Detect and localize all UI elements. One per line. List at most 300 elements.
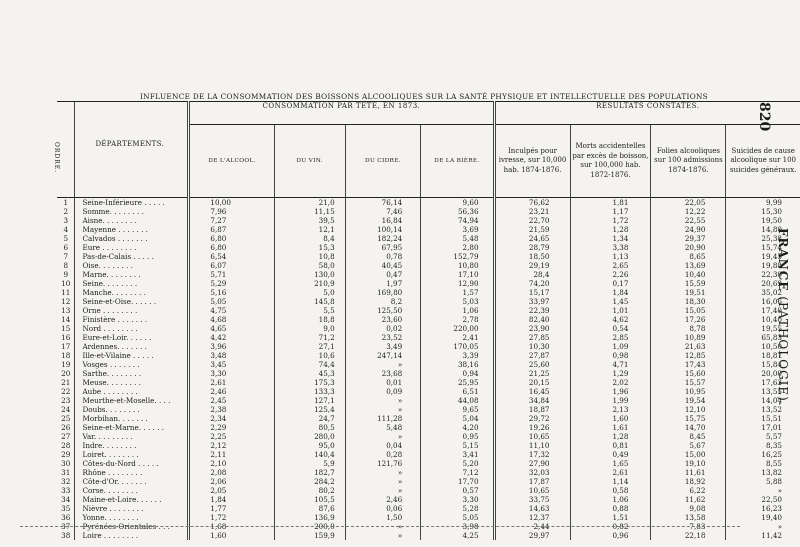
row-folies: 21,63 (651, 342, 726, 351)
row-cidre: 23,60 (345, 315, 421, 324)
row-folies: 19,54 (651, 396, 726, 405)
row-order: 25 (61, 414, 71, 423)
row-folies: 15,00 (651, 450, 726, 459)
row-order: 20 (61, 369, 71, 378)
row-cidre: 16,84 (345, 216, 421, 225)
row-suicides: 15,51 (726, 414, 800, 423)
row-vin: 200,0 (274, 522, 345, 531)
row-department: Somme. . . . . . . . (75, 207, 189, 216)
row-department: Pas-de-Calais . . . . . (75, 252, 189, 261)
row-order: 14 (61, 315, 71, 324)
header-inculpes: Inculpés pour ivresse, sur 10,000 hab. 1874-1876. (494, 125, 570, 198)
row-morts: 1,28 (570, 432, 651, 441)
row-folies: 12,85 (651, 351, 726, 360)
row-suicides: 5,88 (726, 477, 800, 486)
row-suicides: 65,83 (726, 333, 800, 342)
row-suicides: 22,50 (726, 495, 800, 504)
row-department: Maine-et-Loire. . . . . . (75, 495, 189, 504)
row-morts: 1,17 (570, 207, 651, 216)
row-morts: 0,58 (570, 486, 651, 495)
row-folies: 17,43 (651, 360, 726, 369)
row-morts: 2,61 (570, 468, 651, 477)
row-biere: 5,20 (421, 459, 494, 468)
row-morts: 1,51 (570, 513, 651, 522)
row-folies: 8,65 (651, 252, 726, 261)
row-order: 12 (61, 297, 71, 306)
row-order: 8 (63, 261, 69, 270)
row-suicides: 19,50 (726, 216, 800, 225)
row-inculpes: 33,97 (494, 297, 570, 306)
row-order: 24 (61, 405, 71, 414)
row-department: Nord . . . . . . . . (75, 324, 189, 333)
row-cidre: 3,49 (345, 342, 421, 351)
row-folies: 7,83 (651, 522, 726, 531)
row-biere: 12,90 (421, 279, 494, 288)
row-cidre: » (345, 522, 421, 531)
row-department: Marne. . . . . . . . (75, 270, 189, 279)
row-folies: 11,62 (651, 495, 726, 504)
row-order: 28 (61, 441, 71, 450)
row-vin: 159,9 (274, 531, 345, 540)
row-vin: 95,0 (274, 441, 345, 450)
table-row (57, 468, 800, 477)
row-morts: 1,13 (570, 252, 651, 261)
row-order: 31 (61, 468, 71, 477)
row-alcool: 2,61 (189, 378, 274, 387)
row-folies: 29,37 (651, 234, 726, 243)
table-row (57, 315, 800, 324)
header-consommation: CONSOMMATION PAR TÊTE, EN 1873. (189, 102, 494, 125)
row-folies: 13,69 (651, 261, 726, 270)
row-morts: 1,72 (570, 216, 651, 225)
row-vin: 127,1 (274, 396, 345, 405)
row-department: Côte-d'Or. . . . . . . (75, 477, 189, 486)
row-biere: 4,25 (421, 531, 494, 540)
row-folies: 22,55 (651, 216, 726, 225)
row-morts: 1,06 (570, 495, 651, 504)
row-suicides: 19,88 (726, 261, 800, 270)
row-vin: 5,5 (274, 306, 345, 315)
row-folies: 9,08 (651, 504, 726, 513)
row-department: Calvados . . . . . . . (75, 234, 189, 243)
row-inculpes: 28,79 (494, 243, 570, 252)
row-morts: 2,02 (570, 378, 651, 387)
header-folies: Folies alcooliques sur 100 admissions 1874-1876. (651, 125, 726, 198)
row-biere: 44,08 (421, 396, 494, 405)
row-suicides: 17,01 (726, 423, 800, 432)
row-inculpes: 11,10 (494, 441, 570, 450)
row-cidre: 0,78 (345, 252, 421, 261)
header-biere: DE LA BIÈRE. (421, 125, 494, 198)
row-inculpes: 27,87 (494, 351, 570, 360)
side-title-country: FRANCE (776, 228, 790, 292)
row-department: Seine-Inférieure . . . . . (75, 198, 189, 208)
row-suicides: 16,23 (726, 504, 800, 513)
row-folies: 6,22 (651, 486, 726, 495)
row-vin: 27,1 (274, 342, 345, 351)
row-cidre: 8,2 (345, 297, 421, 306)
row-alcool: 2,38 (189, 405, 274, 414)
row-inculpes: 22,70 (494, 216, 570, 225)
table-row (57, 243, 800, 252)
row-order: 1 (63, 198, 69, 207)
row-morts: 1,84 (570, 288, 651, 297)
table-row (57, 513, 800, 522)
row-inculpes: 24,65 (494, 234, 570, 243)
row-biere: 3,30 (421, 495, 494, 504)
row-order: 29 (61, 450, 71, 459)
row-order: 5 (63, 234, 69, 243)
row-department: Morbihan. . . . . . . (75, 414, 189, 423)
row-vin: 145,8 (274, 297, 345, 306)
row-folies: 13,58 (651, 513, 726, 522)
row-suicides: 15,30 (726, 207, 800, 216)
row-cidre: 2,46 (345, 495, 421, 504)
row-department: Var. . . . . . . . . (75, 432, 189, 441)
row-suicides: 14,80 (726, 225, 800, 234)
row-alcool: 2,10 (189, 459, 274, 468)
table-row (57, 423, 800, 432)
row-order: 26 (61, 423, 71, 432)
row-folies: 20,90 (651, 243, 726, 252)
row-vin: 12,1 (274, 225, 345, 234)
row-suicides: 8,35 (726, 441, 800, 450)
row-suicides: 13,82 (726, 468, 800, 477)
row-morts: 1,01 (570, 306, 651, 315)
row-order: 16 (61, 333, 71, 342)
row-inculpes: 76,62 (494, 198, 570, 208)
row-order: 6 (63, 243, 69, 252)
table-row (57, 216, 800, 225)
row-alcool: 6,80 (189, 234, 274, 243)
row-cidre: 0,09 (345, 387, 421, 396)
table-row (57, 459, 800, 468)
row-biere: 0,94 (421, 369, 494, 378)
row-inculpes: 10,30 (494, 342, 570, 351)
row-folies: 10,40 (651, 270, 726, 279)
row-alcool: 2,08 (189, 468, 274, 477)
row-order: 10 (61, 279, 71, 288)
row-inculpes: 29,19 (494, 261, 570, 270)
row-order: 19 (61, 360, 71, 369)
table-row (57, 333, 800, 342)
row-cidre: 247,14 (345, 351, 421, 360)
table-row (57, 306, 800, 315)
row-suicides: 19,45 (726, 252, 800, 261)
row-folies: 24,90 (651, 225, 726, 234)
row-vin: 125,4 (274, 405, 345, 414)
row-cidre: 0,28 (345, 450, 421, 459)
row-alcool: 2,11 (189, 450, 274, 459)
row-folies: 10,95 (651, 387, 726, 396)
row-cidre: » (345, 531, 421, 540)
row-folies: 15,05 (651, 306, 726, 315)
row-suicides: 14,04 (726, 396, 800, 405)
row-order: 32 (61, 477, 71, 486)
row-inculpes: 17,87 (494, 477, 570, 486)
row-suicides: 13,55 (726, 387, 800, 396)
row-cidre: 0,04 (345, 441, 421, 450)
row-vin: 11,15 (274, 207, 345, 216)
row-biere: 0,57 (421, 486, 494, 495)
table-row (57, 234, 800, 243)
row-order: 4 (63, 225, 69, 234)
row-cidre: 1,50 (345, 513, 421, 522)
row-cidre: 169,80 (345, 288, 421, 297)
row-order: 17 (61, 342, 71, 351)
row-alcool: 1,77 (189, 504, 274, 513)
row-suicides: 15,84 (726, 360, 800, 369)
row-folies: 11,61 (651, 468, 726, 477)
row-biere: 3,41 (421, 450, 494, 459)
row-suicides: 17,40 (726, 306, 800, 315)
row-department: Corse. . . . . . . . (75, 486, 189, 495)
row-inculpes: 18,50 (494, 252, 570, 261)
row-vin: 136,9 (274, 513, 345, 522)
row-alcool: 1,72 (189, 513, 274, 522)
row-morts: 2,26 (570, 270, 651, 279)
row-cidre: 100,14 (345, 225, 421, 234)
row-morts: 0,96 (570, 531, 651, 540)
row-cidre: 125,50 (345, 306, 421, 315)
row-inculpes: 25,60 (494, 360, 570, 369)
row-alcool: 2,29 (189, 423, 274, 432)
row-folies: 15,59 (651, 279, 726, 288)
row-department: Doubs. . . . . . . . (75, 405, 189, 414)
row-biere: 10,80 (421, 261, 494, 270)
row-department: Orne . . . . . . . . (75, 306, 189, 315)
header-departements: DÉPARTEMENTS. (75, 102, 189, 198)
row-alcool: 10,00 (189, 198, 274, 208)
row-alcool: 4,65 (189, 324, 274, 333)
row-alcool: 3,45 (189, 360, 274, 369)
row-alcool: 2,45 (189, 396, 274, 405)
row-alcool: 7,96 (189, 207, 274, 216)
header-vin: DU VIN. (274, 125, 345, 198)
row-folies: 12,10 (651, 405, 726, 414)
row-vin: 58,0 (274, 261, 345, 270)
row-department: Eure . . . . . . . . (75, 243, 189, 252)
table-row (57, 270, 800, 279)
row-department: Eure-et-Loir. . . . . . (75, 333, 189, 342)
data-table (53, 101, 800, 540)
row-folies: 5,67 (651, 441, 726, 450)
table-row (57, 396, 800, 405)
table-row (57, 531, 800, 540)
row-cidre: » (345, 432, 421, 441)
row-cidre: 40,45 (345, 261, 421, 270)
row-folies: 22,18 (651, 531, 726, 540)
row-morts: 0,81 (570, 441, 651, 450)
row-biere: 5,15 (421, 441, 494, 450)
row-morts: 1,34 (570, 234, 651, 243)
row-inculpes: 20,15 (494, 378, 570, 387)
row-vin: 15,3 (274, 243, 345, 252)
row-suicides: 35,02 (726, 288, 800, 297)
row-folies: 12,22 (651, 207, 726, 216)
table-row (57, 450, 800, 459)
row-inculpes: 2,44 (494, 522, 570, 531)
row-order: 21 (61, 378, 71, 387)
row-vin: 71,2 (274, 333, 345, 342)
row-vin: 130,0 (274, 270, 345, 279)
row-cidre: 5,48 (345, 423, 421, 432)
row-biere: 38,16 (421, 360, 494, 369)
row-cidre: 23,52 (345, 333, 421, 342)
row-inculpes: 74,20 (494, 279, 570, 288)
row-inculpes: 14,63 (494, 504, 570, 513)
row-cidre: 67,95 (345, 243, 421, 252)
row-vin: 280,0 (274, 432, 345, 441)
row-morts: 4,62 (570, 315, 651, 324)
row-folies: 8,78 (651, 324, 726, 333)
row-order: 15 (61, 324, 71, 333)
table-row (57, 324, 800, 333)
table-row (57, 441, 800, 450)
table-row (57, 288, 800, 297)
row-inculpes: 15,17 (494, 288, 570, 297)
row-inculpes: 21,59 (494, 225, 570, 234)
row-inculpes: 22,39 (494, 306, 570, 315)
row-cidre: 0,01 (345, 378, 421, 387)
row-alcool: 2,46 (189, 387, 274, 396)
row-morts: 3,38 (570, 243, 651, 252)
header-suicides: Suicides de cause alcoolique sur 100 suicides généraux. (726, 125, 800, 198)
row-folies: 19,10 (651, 459, 726, 468)
row-morts: 1,45 (570, 297, 651, 306)
row-suicides: 22,30 (726, 270, 800, 279)
row-suicides: 25,38 (726, 234, 800, 243)
row-suicides: 13,52 (726, 405, 800, 414)
row-inculpes: 27,85 (494, 333, 570, 342)
row-biere: 2,78 (421, 315, 494, 324)
row-alcool: 6,80 (189, 243, 274, 252)
row-cidre: 1,97 (345, 279, 421, 288)
row-inculpes: 18,87 (494, 405, 570, 414)
row-biere: 0,95 (421, 432, 494, 441)
row-order: 13 (61, 306, 71, 315)
row-inculpes: 27,90 (494, 459, 570, 468)
row-vin: 80,2 (274, 486, 345, 495)
row-cidre: 111,28 (345, 414, 421, 423)
row-order: 27 (61, 432, 71, 441)
row-biere: 6,51 (421, 387, 494, 396)
row-order: 37 (61, 522, 71, 531)
row-order: 35 (61, 504, 71, 513)
row-vin: 10,6 (274, 351, 345, 360)
row-department: Oise. . . . . . . . (75, 261, 189, 270)
table-row (57, 297, 800, 306)
row-biere: 5,04 (421, 414, 494, 423)
row-department: Ardennes. . . . . . . (75, 342, 189, 351)
row-cidre: » (345, 396, 421, 405)
row-department: Seine. . . . . . . . (75, 279, 189, 288)
table-row (57, 198, 800, 208)
table-row (57, 477, 800, 486)
row-morts: 1,96 (570, 387, 651, 396)
row-department: Nièvre . . . . . . . . (75, 504, 189, 513)
row-inculpes: 82,40 (494, 315, 570, 324)
row-vin: 80,5 (274, 423, 345, 432)
row-department: Aisne. . . . . . . . (75, 216, 189, 225)
row-cidre: 0,47 (345, 270, 421, 279)
header-cidre: DU CIDRE. (345, 125, 421, 198)
row-order: 18 (61, 351, 71, 360)
row-vin: 18,8 (274, 315, 345, 324)
row-alcool: 4,75 (189, 306, 274, 315)
row-alcool: 5,05 (189, 297, 274, 306)
table-row (57, 279, 800, 288)
row-order: 2 (63, 207, 69, 216)
table-row (57, 495, 800, 504)
row-alcool: 5,71 (189, 270, 274, 279)
row-morts: 1,14 (570, 477, 651, 486)
row-morts: 1,61 (570, 423, 651, 432)
row-biere: 25,95 (421, 378, 494, 387)
row-folies: 17,26 (651, 315, 726, 324)
row-cidre: » (345, 477, 421, 486)
row-suicides: 20,00 (726, 369, 800, 378)
row-folies: 18,30 (651, 297, 726, 306)
row-vin: 45,3 (274, 369, 345, 378)
row-suicides: 18,87 (726, 351, 800, 360)
row-biere: 3,98 (421, 522, 494, 531)
row-inculpes: 17,32 (494, 450, 570, 459)
row-folies: 18,92 (651, 477, 726, 486)
row-cidre: 7,46 (345, 207, 421, 216)
row-order: 34 (61, 495, 71, 504)
row-morts: 1,81 (570, 198, 651, 208)
row-biere: 3,39 (421, 351, 494, 360)
row-biere: 5,28 (421, 504, 494, 513)
row-suicides: » (726, 486, 800, 495)
row-morts: 2,13 (570, 405, 651, 414)
row-alcool: 1,68 (189, 522, 274, 531)
row-morts: 0,88 (570, 504, 651, 513)
row-cidre: 182,24 (345, 234, 421, 243)
row-suicides: 17,63 (726, 378, 800, 387)
row-inculpes: 29,72 (494, 414, 570, 423)
table-row (57, 504, 800, 513)
side-title-note: (PATHOLOGIE). (776, 296, 790, 407)
row-inculpes: 34,84 (494, 396, 570, 405)
row-cidre: » (345, 486, 421, 495)
row-folies: 10,89 (651, 333, 726, 342)
row-alcool: 1,84 (189, 495, 274, 504)
row-cidre: 0,06 (345, 504, 421, 513)
row-alcool: 1,60 (189, 531, 274, 540)
row-folies: 8,45 (651, 432, 726, 441)
row-suicides: 9,99 (726, 198, 800, 208)
row-inculpes: 16,45 (494, 387, 570, 396)
row-alcool: 2,12 (189, 441, 274, 450)
row-order: 22 (61, 387, 71, 396)
row-inculpes: 10,65 (494, 432, 570, 441)
table-row (57, 486, 800, 495)
row-department: Côtes-du-Nord . . . . . (75, 459, 189, 468)
row-department: Meuse. . . . . . . . (75, 378, 189, 387)
row-alcool: 6,87 (189, 225, 274, 234)
header-resultats: RÉSULTATS CONSTATÉS. (494, 102, 800, 125)
row-order: 9 (63, 270, 69, 279)
row-biere: 74,94 (421, 216, 494, 225)
row-order: 38 (61, 531, 71, 540)
row-morts: 1,29 (570, 369, 651, 378)
row-alcool: 6,07 (189, 261, 274, 270)
row-department: Seine-et-Oise. . . . . . (75, 297, 189, 306)
row-cidre: 0,02 (345, 324, 421, 333)
row-biere: 9,65 (421, 405, 494, 414)
